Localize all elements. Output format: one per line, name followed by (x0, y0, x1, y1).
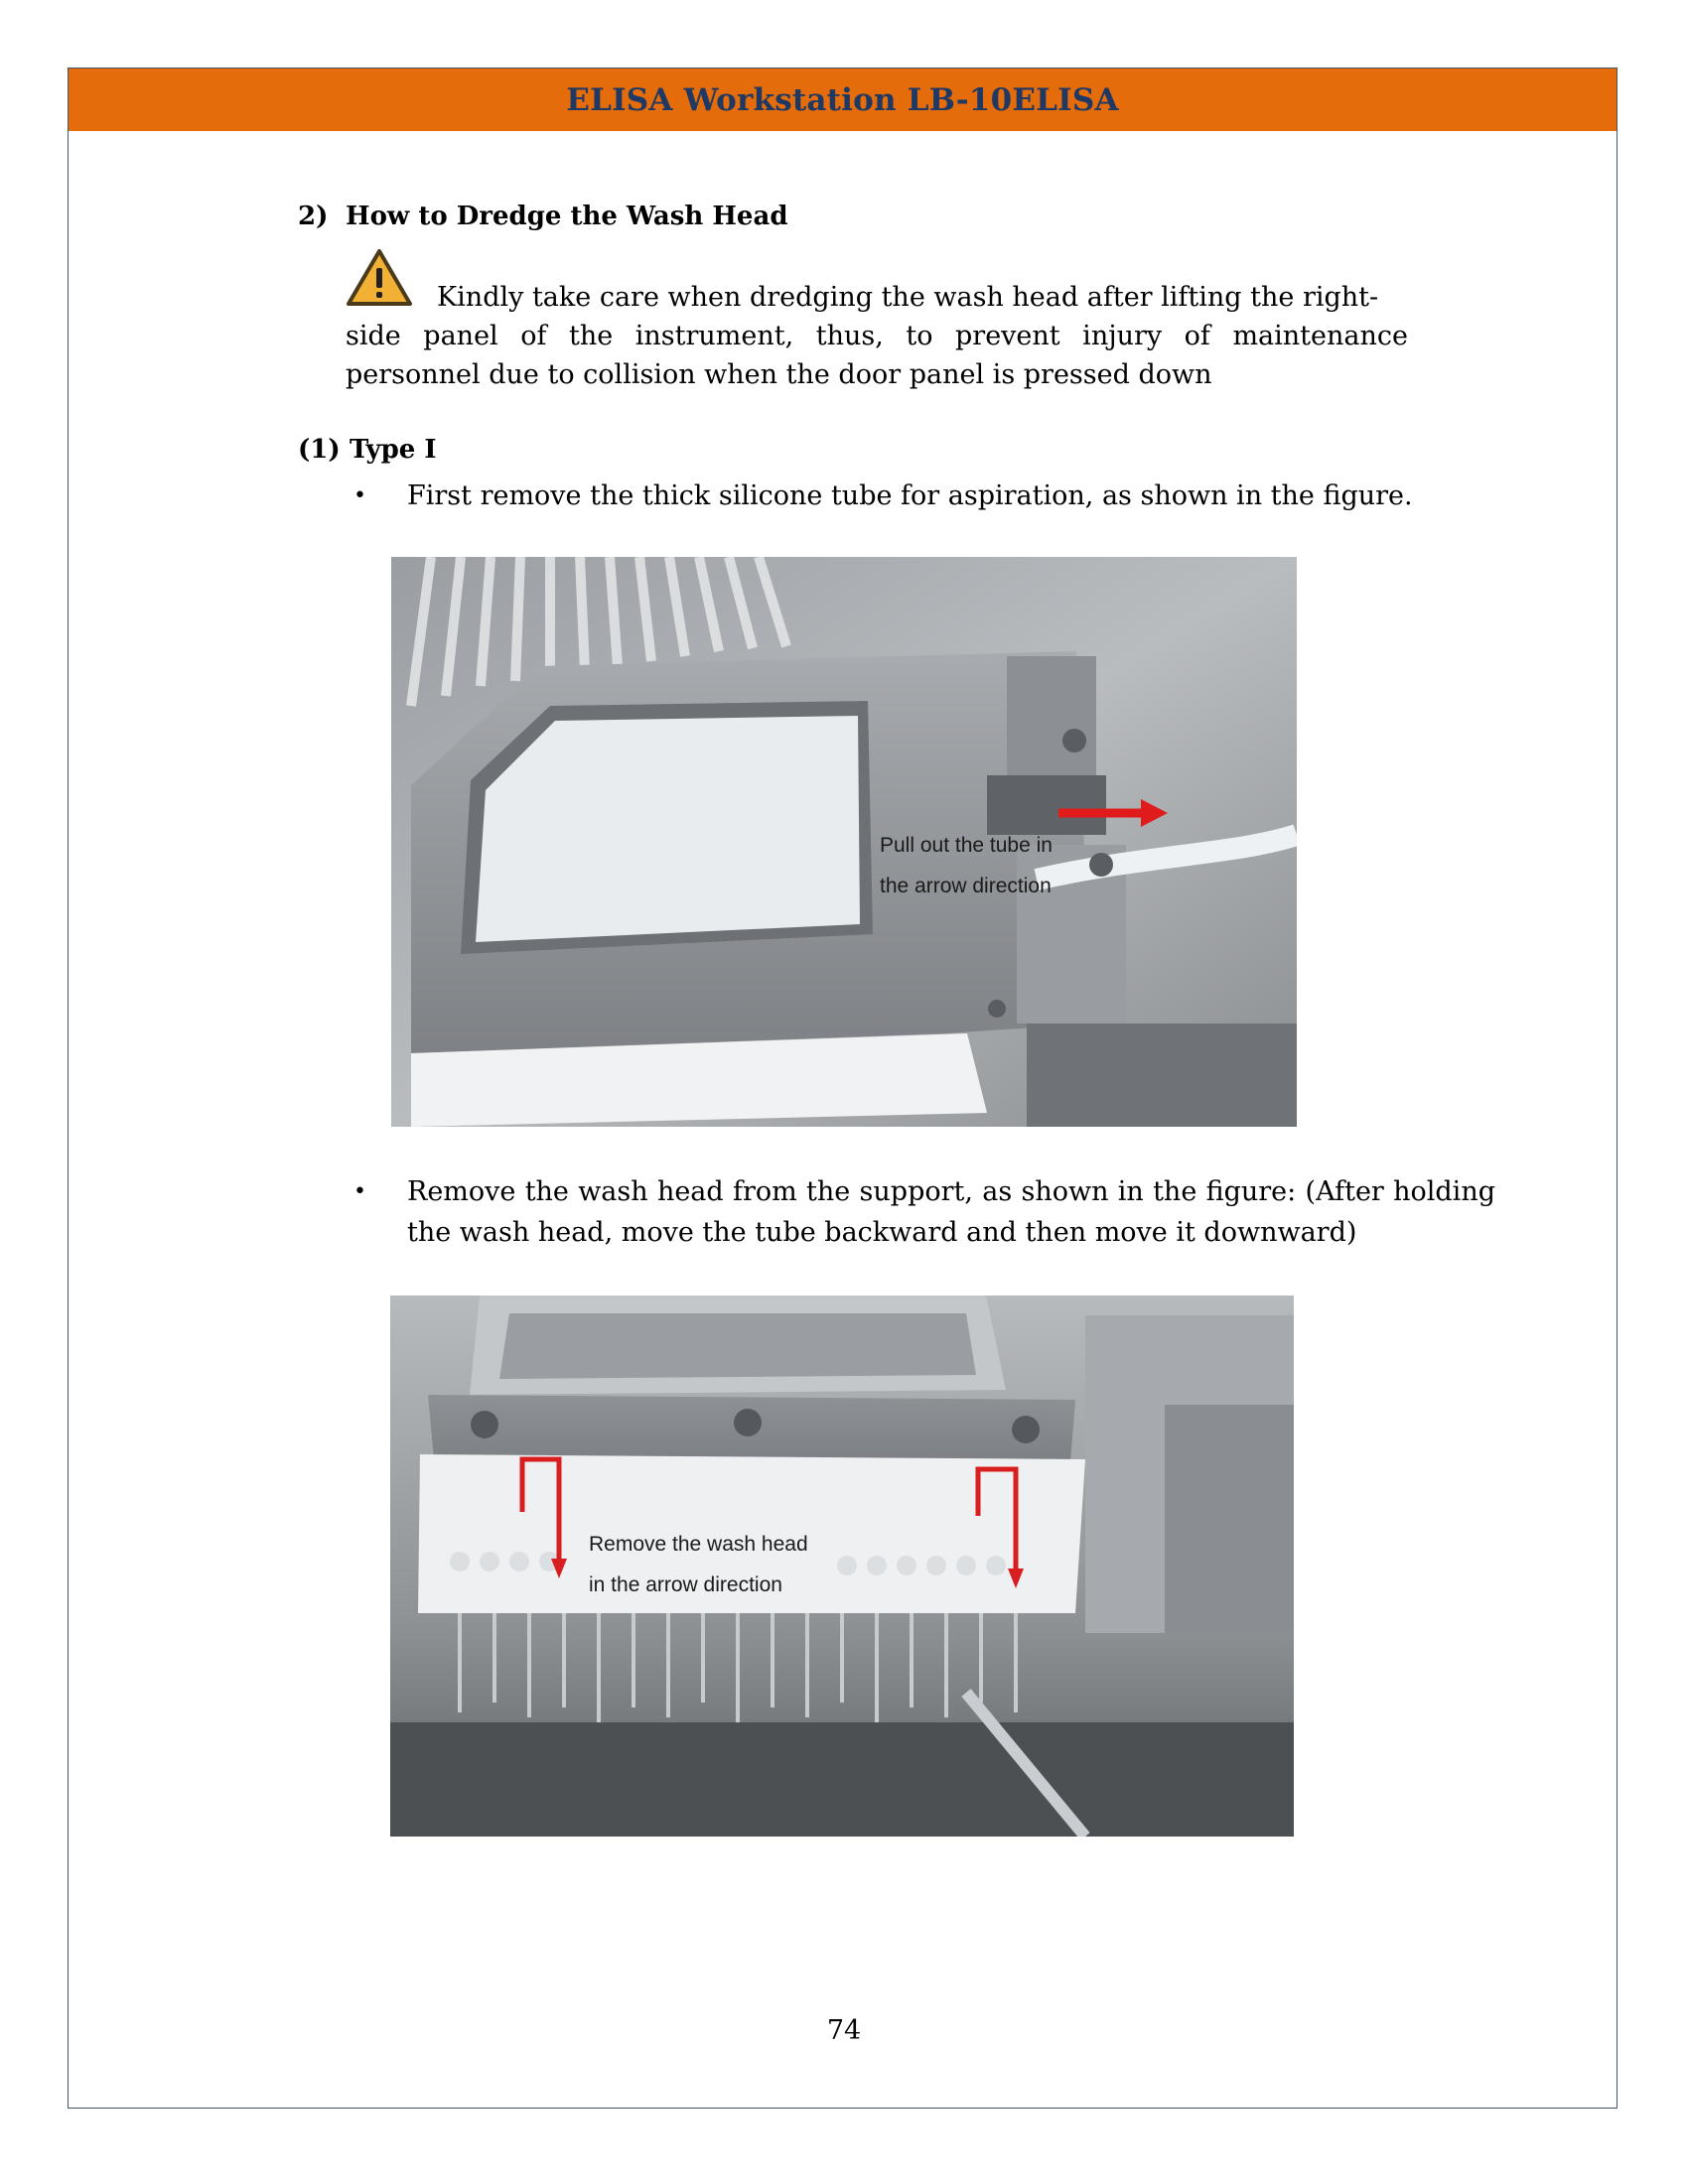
section-number: 2) (298, 202, 329, 231)
list-item-text: Remove the wash head from the support, as shown in the figure: (After holding the wash head, move the tube backward and then move it downward) (407, 1176, 1495, 1248)
figure-remove-wash-head-photo (390, 1296, 1294, 1837)
bullet-icon: • (353, 483, 366, 508)
warning-text-line1: Kindly take care when dredging the wash head after lifting the right- (437, 282, 1379, 313)
figure-caption-line2: the arrow direction (880, 875, 1052, 897)
list-item-text: First remove the thick silicone tube for aspiration, as shown in the figure. (407, 480, 1413, 511)
warning-text-rest: side panel of the instrument, thus, to prevent injury of maintenance personnel due to collision when the door panel is pressed down (346, 321, 1408, 390)
type-heading (298, 435, 437, 465)
header-bar (69, 68, 1617, 131)
figure-pull-tube-photo (391, 557, 1297, 1127)
figure-caption-line1: Pull out the tube in (880, 834, 1053, 857)
figure-caption (589, 1524, 808, 1605)
page-number: 74 (826, 2015, 862, 2046)
section-title: How to Dredge the Wash Head (346, 202, 788, 231)
bullet-icon: • (353, 1179, 366, 1204)
type-title: Type I (350, 435, 437, 465)
warning-text (346, 278, 1408, 394)
section-heading (298, 202, 788, 231)
figure-caption-line1: Remove the wash head (589, 1533, 808, 1556)
document-title: ELISA Workstation LB-10ELISA (566, 81, 1119, 118)
figure-caption (880, 825, 1053, 906)
type-number: (1) (298, 435, 341, 465)
figure-caption-line2: in the arrow direction (589, 1573, 782, 1596)
